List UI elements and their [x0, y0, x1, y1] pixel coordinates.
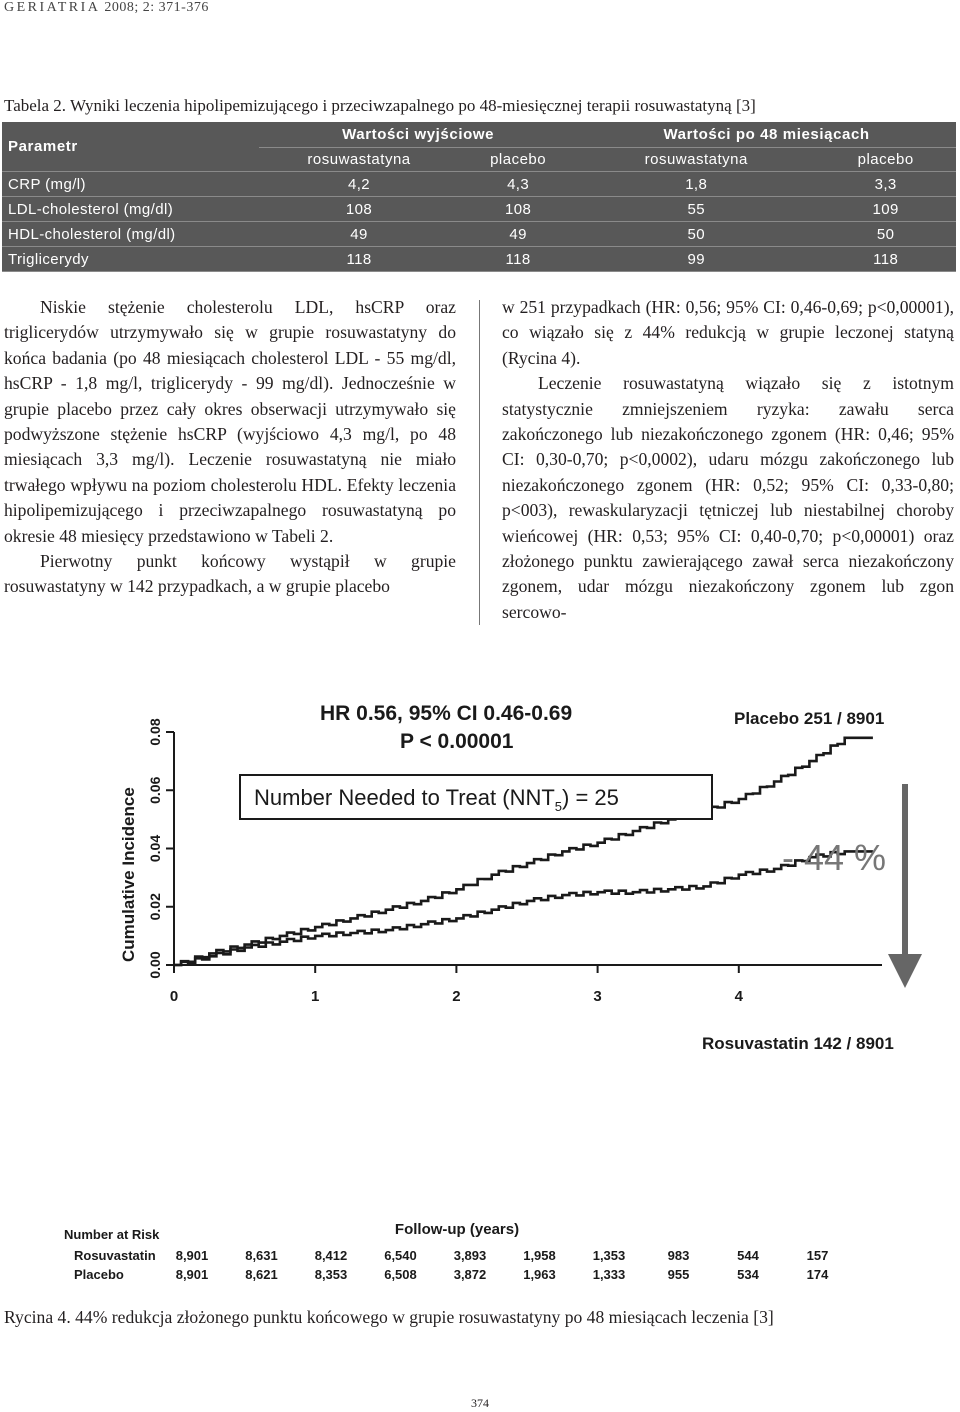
- risk-value: 8,412: [314, 1248, 348, 1263]
- km-chart: [2, 672, 956, 1300]
- x-axis-label: Follow-up (years): [394, 1221, 520, 1238]
- risk-value: 544: [737, 1248, 759, 1263]
- journal-name: GERIATRIA: [4, 0, 101, 15]
- row-label: LDL-cholesterol (mg/dl): [2, 197, 259, 222]
- plot-series: [174, 738, 873, 965]
- risk-value: 8,353: [314, 1267, 348, 1282]
- cell: 49: [459, 222, 577, 247]
- cell: 1,8: [577, 172, 815, 197]
- rosuvastatin-legend-label: Rosuvastatin 142 / 8901: [702, 1034, 894, 1053]
- risk-value: 174: [806, 1267, 829, 1282]
- placebo-legend-label: Placebo 251 / 8901: [734, 709, 885, 728]
- cell: 3,3: [815, 172, 956, 197]
- reduction-label: - 44 %: [782, 837, 887, 878]
- text-column-left: [4, 295, 456, 600]
- reduction-arrow-head: [888, 954, 922, 988]
- number-at-risk-values: [176, 1248, 829, 1282]
- cell: 108: [459, 197, 577, 222]
- param-header: Parametr: [2, 122, 259, 172]
- risk-value: 8,901: [175, 1248, 209, 1263]
- citation: 2008; 2: 371-376: [104, 0, 209, 15]
- cell: 118: [259, 247, 459, 272]
- table-row: [2, 247, 956, 272]
- cell: 109: [815, 197, 956, 222]
- placebo-curve: [174, 738, 873, 965]
- risk-value: 3,893: [453, 1248, 487, 1263]
- cell: 50: [815, 222, 956, 247]
- table-caption: Tabela 2. Wyniki leczenia hipolipemizującego i przeciwzapalnego po 48-miesięcznej terapii rosuwastatyną [3]: [4, 96, 756, 115]
- y-tick-label: 0.02: [147, 893, 163, 921]
- y-axis-label: Cumulative Incidence: [119, 787, 138, 962]
- figure-km-plot: [2, 672, 956, 1300]
- cell: 118: [459, 247, 577, 272]
- cell: 55: [577, 197, 815, 222]
- cell: 49: [259, 222, 459, 247]
- y-tick-label: 0.00: [147, 951, 163, 979]
- cell: 4,3: [459, 172, 577, 197]
- y-axis: [147, 718, 174, 978]
- paragraph: w 251 przypadkach (HR: 0,56; 95% CI: 0,46-0,69; p<0,00001), co wiązało się z 44% redukcją w grupie leczonej statyną (Rycina 4).: [502, 297, 954, 368]
- sub-header: rosuwastatyna: [577, 148, 815, 172]
- hr-stats-line1: HR 0.56, 95% CI 0.46-0.69: [320, 702, 573, 725]
- risk-value: 1,963: [523, 1267, 556, 1282]
- sub-header: placebo: [815, 148, 956, 172]
- cell: 118: [815, 247, 956, 272]
- risk-value: 157: [806, 1248, 829, 1263]
- risk-value: 6,540: [384, 1248, 417, 1263]
- x-tick-label: 1: [311, 988, 320, 1005]
- running-header: [4, 0, 209, 16]
- paragraph: Pierwotny punkt końcowy wystąpił w grupie rosuwastatyny w 142 przypadkach, a w grupie placebo: [4, 551, 456, 597]
- row-label: CRP (mg/l): [2, 172, 259, 197]
- cell: 4,2: [259, 172, 459, 197]
- figure-caption: Rycina 4. 44% redukcja złożonego punktu końcowego w grupie rosuwastatyny po 48 miesiącach leczenia [3]: [4, 1307, 774, 1327]
- row-label: Triglicerydy: [2, 247, 259, 272]
- y-tick-label: 0.06: [147, 776, 163, 804]
- risk-value: 8,621: [245, 1267, 278, 1282]
- risk-value: 1,353: [592, 1248, 626, 1263]
- sub-header: placebo: [459, 148, 577, 172]
- risk-value: 8,631: [245, 1248, 278, 1263]
- table-row: [2, 222, 956, 247]
- nnt-text: Number Needed to Treat $(NNT_5) = 25$: [254, 785, 619, 814]
- x-tick-label: 3: [593, 988, 602, 1005]
- column-divider: [479, 300, 480, 625]
- y-tick-label: 0.08: [147, 718, 163, 746]
- risk-row-label-placebo: Placebo: [74, 1267, 124, 1282]
- table-row: [2, 172, 956, 197]
- row-label: HDL-cholesterol (mg/dl): [2, 222, 259, 247]
- text-column-right: [502, 295, 954, 625]
- risk-value: 955: [667, 1267, 690, 1282]
- x-tick-label: 2: [452, 988, 461, 1005]
- x-axis: [170, 965, 744, 1005]
- results-table: [2, 122, 956, 272]
- cell: 108: [259, 197, 459, 222]
- page-number: 374: [471, 1396, 489, 1410]
- risk-value: 3,872: [453, 1267, 487, 1282]
- risk-value: 1,958: [523, 1248, 556, 1263]
- rosuvastatin-curve: [174, 851, 873, 965]
- sub-header: rosuwastatyna: [259, 148, 459, 172]
- risk-value: 1,333: [592, 1267, 626, 1282]
- table-row: [2, 197, 956, 222]
- risk-value: 6,508: [384, 1267, 417, 1282]
- x-tick-label: 0: [169, 988, 179, 1005]
- hr-stats-line2: P < 0.00001: [400, 730, 514, 753]
- y-tick-label: 0.04: [147, 834, 163, 863]
- risk-value: 983: [667, 1248, 690, 1263]
- risk-value: 534: [737, 1267, 759, 1282]
- risk-table-header: Number at Risk: [64, 1227, 160, 1242]
- group-header-baseline: Wartości wyjściowe: [259, 122, 577, 148]
- risk-value: 8,901: [175, 1267, 209, 1282]
- paragraph: Leczenie rosuwastatyną wiązało się z istotnym statystycznie zmniejszeniem ryzyka: zawału serca zakończonego lub niezakończonego zgonem (HR: 0,46; 95% CI: 0,30-0,70; p<0,0002), udaru mózgu zakończonego lub niezakończonego zgonem (HR: 0,52; 95% CI: 0,33-0,80; p<003), rewaskularyzacji tętniczej lub niestabilnej choroby wieńcowej (HR: 0,53; 95% CI: 0,40-0,70; p<0,00001) oraz złożonego punktu zawierającego zawał serca niezakończony zgonem, udar mózgu niezakończony zgonem lub zgon sercowo-: [502, 373, 954, 622]
- cell: 99: [577, 247, 815, 272]
- risk-row-label-rosuvastatin: Rosuvastatin: [74, 1248, 156, 1263]
- x-tick-label: 4: [734, 988, 743, 1005]
- paragraph: Niskie stężenie cholesterolu LDL, hsCRP oraz triglicerydów utrzymywało się w grupie rosuwastatyny do końca badania (po 48 miesiącach cholesterol LDL - 55 mg/dl, hsCRP - 1,8 mg/l, triglicerydy - 99 mg/dl). Jednocześnie w grupie placebo przez cały okres obserwacji utrzymywało się podwyższone stężenie hsCRP (wyjściowo 4,3 mg/l, po 48 miesiącach 3,3 mg/l). Leczenie rosuwastatyną nie miało trwałego wpływu na poziom cholesterolu HDL. Efekty leczenia hipolipemizującego i przeciwzapalnego rosuwastatyną po okresie 48 miesięcy przedstawiono w Tabeli 2.: [4, 297, 456, 546]
- cell: 50: [577, 222, 815, 247]
- group-header-48m: Wartości po 48 miesiącach: [577, 122, 956, 148]
